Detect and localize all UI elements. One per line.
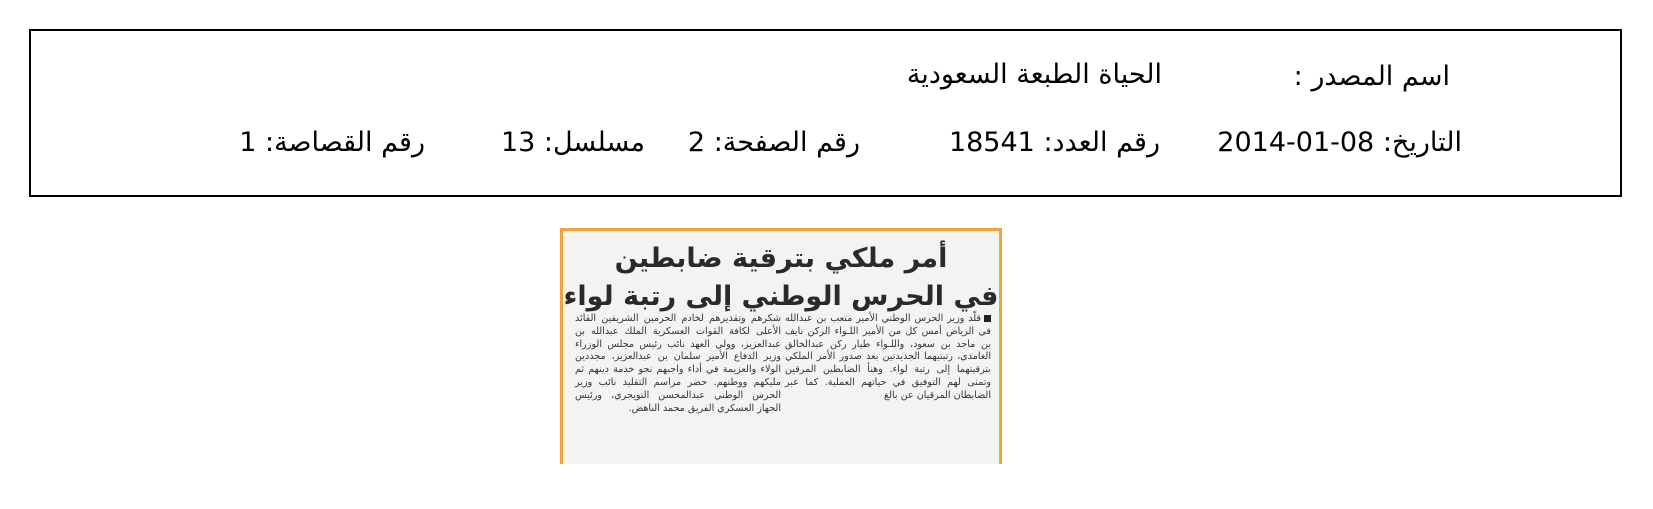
article-column-right — [785, 313, 991, 403]
clip-number-field: رقم القصاصة: 1 — [239, 127, 425, 158]
clipping-headline-line1: أمر ملكي بترقية ضابطين — [614, 243, 948, 274]
article-column-left — [575, 313, 781, 415]
source-value: الحياة الطبعة السعودية — [906, 59, 1162, 90]
date-field: التاريخ: 08-01-2014 — [1217, 127, 1462, 158]
newspaper-clipping — [560, 228, 1002, 464]
article-text-right: قلّد وزير الحرس الوطني الأمير متعب بن عبدالله في الرياض أمس كل من الأمير اللـواء الركن نايف بن ماجد بن سعود، واللـواء طيار ركن عبدالخالق الغامدي، رتبتيهما الجديدتين بعد صدور الأمر الملكي بترقيتهما إلى رتبة لواء. وهنأ الضابطين المرقين وتمنى لهم التوفيق في حياتهم العملية. كما عبر الضابطان المرقيان عن بالغ — [785, 313, 991, 401]
serial-field: مسلسل: 13 — [500, 127, 645, 158]
source-label: اسم المصدر : — [1293, 61, 1450, 92]
source-info-box — [29, 29, 1622, 197]
issue-number-field: رقم العدد: 18541 — [948, 127, 1160, 158]
article-text-left: شكرهم وتقديرهم لخادم الحرمين الشريفين القائد الأعلى لكافة القوات العسكرية الملك عبدالله بن عبدالعزيز، وولي العهد نائب رئيس مجلس الوزراء وزير الدفاع الأمير سلمان بن عبدالعزيز، مجددين الولاء والعزيمة في أداء واجبهم نحو خدمة دينهم ثم مليكهم ووطنهم. حضر مراسم التقليد نائب وزير الحرس الوطني عبدالمحسن التويجري، ورئيس الجهاز العسكري الفريق محمد الناهض. — [575, 313, 781, 414]
page-number-field: رقم الصفحة: 2 — [687, 127, 860, 158]
clipping-headline-line2: في الحرس الوطني إلى رتبة لواء — [563, 281, 999, 312]
bullet-square-icon — [984, 315, 991, 322]
